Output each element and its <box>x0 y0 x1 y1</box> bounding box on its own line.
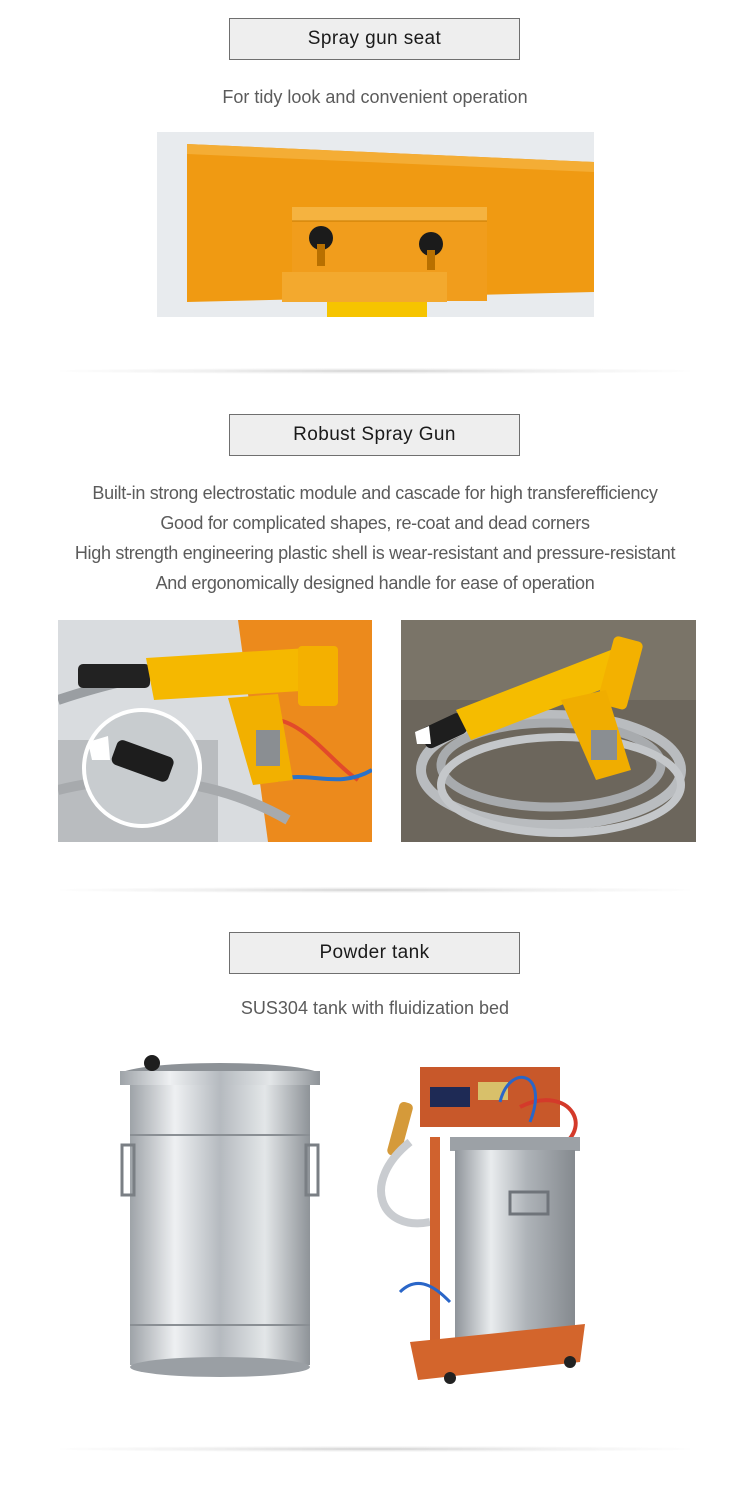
powder-coating-machine-photo <box>370 1062 600 1387</box>
section-title-powder-tank <box>229 932 520 974</box>
section-divider <box>60 368 690 374</box>
description-line: High strength engineering plastic shell is wear-resistant and pressure-resistant <box>74 543 676 563</box>
spray-gun-photo-left <box>58 620 372 842</box>
section-title-spray-gun-seat <box>229 18 520 60</box>
description-line: And ergonomically designed handle for ease of operation <box>155 573 595 593</box>
section-caption-powder-tank: SUS304 tank with fluidization bed <box>240 998 510 1018</box>
powder-tank-photo <box>112 1055 327 1385</box>
section-title-text: Spray gun seat <box>307 28 442 49</box>
section-divider <box>60 887 690 893</box>
spray-gun-photo-right <box>401 620 696 842</box>
section-title-robust-spray-gun <box>229 414 520 456</box>
spray-gun-seat-photo <box>157 132 594 317</box>
section-caption-spray-gun-seat: For tidy look and convenient operation <box>222 87 528 107</box>
section-title-text: Powder tank <box>319 942 430 963</box>
description-line: Built-in strong electrostatic module and cascade for high transferefficiency <box>92 483 658 503</box>
section-title-text: Robust Spray Gun <box>293 424 456 445</box>
description-line: Good for complicated shapes, re-coat and dead corners <box>160 513 590 533</box>
section-divider <box>60 1446 690 1452</box>
spray-gun-description <box>0 478 750 598</box>
